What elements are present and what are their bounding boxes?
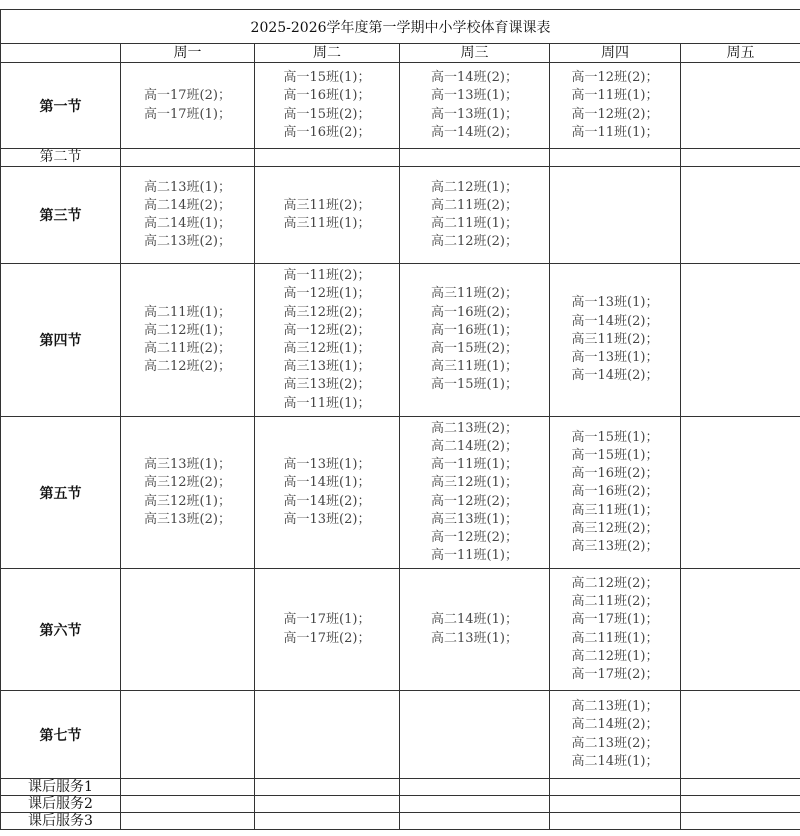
class-entry: 高一17班(1)； <box>283 612 371 628</box>
schedule-cell-mon <box>121 779 255 796</box>
class-entry: 高一13班(1)； <box>431 88 518 104</box>
schedule-cell-fri <box>681 149 800 167</box>
class-list <box>431 611 518 647</box>
period-label: 第四节 <box>1 264 121 417</box>
schedule-cell-fri <box>681 167 800 264</box>
class-entry: 高三12班(1)； <box>283 341 371 356</box>
schedule-body <box>1 63 800 830</box>
class-list <box>284 69 371 142</box>
class-entry: 高一12班(2)； <box>571 106 659 122</box>
period-row <box>1 63 800 149</box>
schedule-cell-mon <box>121 167 255 264</box>
class-list <box>572 575 659 684</box>
schedule-cell-tue <box>255 63 400 149</box>
class-entry: 高二12班(2)； <box>431 234 518 250</box>
class-list <box>144 456 231 529</box>
schedule-cell-mon <box>121 796 255 813</box>
period-row <box>1 779 800 796</box>
class-list <box>431 420 518 566</box>
period-row <box>1 813 800 830</box>
title-row <box>1 10 800 44</box>
class-entry: 高一13班(1)； <box>571 350 659 366</box>
class-entry: 高一13班(2)； <box>283 511 371 527</box>
schedule-cell-fri <box>681 796 800 813</box>
class-list <box>144 179 231 252</box>
day-header-tue: 周二 <box>255 44 400 63</box>
class-entry: 高二11班(2)； <box>571 594 659 610</box>
schedule-cell-thu <box>550 63 681 149</box>
class-entry: 高一16班(1)； <box>431 322 518 338</box>
schedule-cell-wed <box>400 569 550 691</box>
class-entry: 高一15班(2)； <box>283 106 371 122</box>
schedule-cell-fri <box>681 417 800 569</box>
period-label: 课后服务2 <box>1 796 121 813</box>
class-entry: 高一16班(2)； <box>431 304 518 320</box>
class-entry: 高二13班(2)； <box>144 234 231 250</box>
class-entry: 高二14班(1)； <box>431 612 518 628</box>
class-list <box>431 179 518 252</box>
schedule-cell-fri <box>681 813 800 830</box>
class-entry: 高一11班(1)； <box>571 88 659 104</box>
period-row <box>1 417 800 569</box>
period-row <box>1 264 800 417</box>
class-entry: 高一14班(2)； <box>431 124 518 140</box>
class-entry: 高二12班(1)； <box>431 179 518 195</box>
pe-schedule-table <box>0 9 800 830</box>
class-entry: 高一14班(2)； <box>283 493 371 509</box>
day-header-mon: 周一 <box>121 44 255 63</box>
period-label: 第一节 <box>1 63 121 149</box>
class-list <box>572 698 659 771</box>
class-entry: 高三12班(1)； <box>431 475 518 491</box>
class-entry: 高一16班(2)； <box>283 124 371 140</box>
class-entry: 高一17班(1)； <box>144 106 231 122</box>
schedule-cell-tue <box>255 813 400 830</box>
class-entry: 高一15班(1)； <box>283 70 371 86</box>
class-entry: 高三11班(2)； <box>571 331 659 347</box>
class-entry: 高一14班(2)； <box>571 313 659 329</box>
schedule-cell-tue <box>255 167 400 264</box>
schedule-cell-fri <box>681 691 800 779</box>
class-entry: 高一14班(2)； <box>431 70 518 86</box>
class-entry: 高一16班(1)； <box>283 88 371 104</box>
class-entry: 高一11班(2)； <box>283 268 371 284</box>
class-list <box>572 429 659 556</box>
schedule-cell-fri <box>681 569 800 691</box>
class-entry: 高二14班(2)； <box>431 438 518 454</box>
class-entry: 高二11班(1)； <box>144 304 231 320</box>
class-entry: 高三11班(2)； <box>431 286 518 302</box>
schedule-cell-thu <box>550 691 681 779</box>
class-list <box>431 69 518 142</box>
class-entry: 高二11班(2)； <box>144 341 231 356</box>
day-header-fri: 周五 <box>681 44 800 63</box>
class-entry: 高三13班(1)； <box>144 457 231 473</box>
schedule-cell-tue <box>255 569 400 691</box>
class-entry: 高一12班(2)； <box>571 70 659 86</box>
period-row <box>1 796 800 813</box>
class-entry: 高二14班(2)； <box>571 717 659 733</box>
class-entry: 高一17班(2)； <box>571 666 659 682</box>
class-list <box>284 456 371 529</box>
schedule-cell-mon <box>121 569 255 691</box>
schedule-cell-wed <box>400 796 550 813</box>
class-entry: 高一16班(2)； <box>571 484 659 500</box>
schedule-cell-mon <box>121 691 255 779</box>
class-entry: 高三13班(1)； <box>431 511 518 527</box>
table-title: 2025-2026学年度第一学期中小学校体育课课表 <box>1 10 800 44</box>
class-entry: 高二12班(1)； <box>144 322 231 338</box>
class-entry: 高三11班(2)； <box>283 197 371 213</box>
class-entry: 高一13班(1)； <box>431 106 518 122</box>
schedule-cell-thu <box>550 813 681 830</box>
class-entry: 高三13班(2)； <box>571 539 659 554</box>
class-entry: 高三12班(2)； <box>571 520 659 536</box>
schedule-cell-wed <box>400 779 550 796</box>
period-label: 第三节 <box>1 167 121 264</box>
schedule-cell-tue <box>255 796 400 813</box>
schedule-cell-thu <box>550 167 681 264</box>
schedule-cell-fri <box>681 63 800 149</box>
class-entry: 高一15班(1)； <box>431 377 518 393</box>
class-entry: 高一17班(1)； <box>571 612 659 628</box>
schedule-cell-wed <box>400 264 550 417</box>
class-list <box>431 285 518 394</box>
class-entry: 高二12班(2)； <box>571 575 659 591</box>
class-entry: 高一11班(1)； <box>571 124 659 140</box>
period-row <box>1 149 800 167</box>
schedule-cell-mon <box>121 264 255 417</box>
class-entry: 高三11班(1)； <box>283 216 371 231</box>
schedule-cell-thu <box>550 264 681 417</box>
class-entry: 高二11班(1)； <box>571 630 659 646</box>
class-entry: 高二12班(1)； <box>571 648 659 664</box>
class-entry: 高二11班(2)； <box>431 197 518 213</box>
class-list <box>572 294 659 385</box>
class-entry: 高一14班(1)； <box>283 475 371 491</box>
period-label: 课后服务3 <box>1 813 121 830</box>
schedule-cell-fri <box>681 779 800 796</box>
period-row <box>1 691 800 779</box>
class-entry: 高三13班(2)； <box>283 377 371 393</box>
class-entry: 高三12班(1)； <box>144 493 231 509</box>
class-entry: 高一17班(2)； <box>283 630 371 646</box>
class-entry: 高二11班(1)； <box>431 216 518 231</box>
class-entry: 高一14班(2)； <box>571 368 659 384</box>
period-label: 第五节 <box>1 417 121 569</box>
class-entry: 高三13班(1)； <box>283 359 371 375</box>
schedule-cell-thu <box>550 779 681 796</box>
class-entry: 高一11班(1)； <box>431 548 518 564</box>
schedule-cell-tue <box>255 691 400 779</box>
class-entry: 高三11班(1)； <box>571 502 659 518</box>
schedule-cell-tue <box>255 779 400 796</box>
class-entry: 高一15班(1)； <box>571 429 659 445</box>
class-entry: 高一12班(2)； <box>431 529 518 545</box>
class-entry: 高三12班(2)； <box>283 304 371 320</box>
schedule-cell-tue <box>255 417 400 569</box>
schedule-cell-thu <box>550 796 681 813</box>
class-list <box>144 304 231 377</box>
schedule-cell-wed <box>400 167 550 264</box>
schedule-cell-mon <box>121 813 255 830</box>
schedule-cell-mon <box>121 63 255 149</box>
class-entry: 高二14班(2)； <box>144 197 231 213</box>
class-entry: 高一11班(1)； <box>431 457 518 473</box>
class-entry: 高三13班(2)； <box>144 511 231 527</box>
class-entry: 高一12班(1)； <box>283 286 371 302</box>
schedule-cell-tue <box>255 149 400 167</box>
class-entry: 高一13班(1)； <box>283 457 371 473</box>
class-list <box>284 267 371 413</box>
class-entry: 高一15班(2)； <box>431 341 518 356</box>
period-row <box>1 167 800 264</box>
schedule-cell-wed <box>400 417 550 569</box>
period-label: 课后服务1 <box>1 779 121 796</box>
period-label: 第六节 <box>1 569 121 691</box>
class-entry: 高一13班(1)； <box>571 295 659 311</box>
schedule-cell-wed <box>400 691 550 779</box>
schedule-cell-thu <box>550 149 681 167</box>
schedule-cell-mon <box>121 417 255 569</box>
class-entry: 高一16班(2)； <box>571 466 659 482</box>
schedule-cell-fri <box>681 264 800 417</box>
class-entry: 高二13班(2)； <box>571 735 659 751</box>
class-entry: 高一12班(2)； <box>283 322 371 338</box>
corner-cell <box>1 44 121 63</box>
class-list <box>144 87 231 123</box>
schedule-cell-wed <box>400 813 550 830</box>
class-entry: 高二14班(1)； <box>144 216 231 231</box>
schedule-cell-mon <box>121 149 255 167</box>
schedule-cell-wed <box>400 63 550 149</box>
class-entry: 高一17班(2)； <box>144 88 231 104</box>
class-entry: 高二13班(1)； <box>144 179 231 195</box>
class-entry: 高三12班(2)； <box>144 475 231 491</box>
day-header-row <box>1 44 800 63</box>
schedule-cell-thu <box>550 417 681 569</box>
class-list <box>284 197 371 233</box>
schedule-cell-tue <box>255 264 400 417</box>
period-label: 第二节 <box>1 149 121 167</box>
class-list <box>284 611 371 647</box>
period-label: 第七节 <box>1 691 121 779</box>
class-entry: 高一15班(1)； <box>571 447 659 463</box>
class-entry: 高二13班(1)； <box>431 630 518 646</box>
schedule-cell-wed <box>400 149 550 167</box>
day-header-thu: 周四 <box>550 44 681 63</box>
class-entry: 高二13班(1)； <box>571 699 659 715</box>
class-list <box>572 69 659 142</box>
period-row <box>1 569 800 691</box>
class-entry: 高二12班(2)； <box>144 359 231 375</box>
class-entry: 高二14班(1)； <box>571 753 659 769</box>
class-entry: 高一11班(1)； <box>283 395 371 411</box>
day-header-wed: 周三 <box>400 44 550 63</box>
class-entry: 高二13班(2)； <box>431 420 518 436</box>
class-entry: 高一12班(2)； <box>431 493 518 509</box>
class-entry: 高三11班(1)； <box>431 359 518 375</box>
schedule-cell-thu <box>550 569 681 691</box>
